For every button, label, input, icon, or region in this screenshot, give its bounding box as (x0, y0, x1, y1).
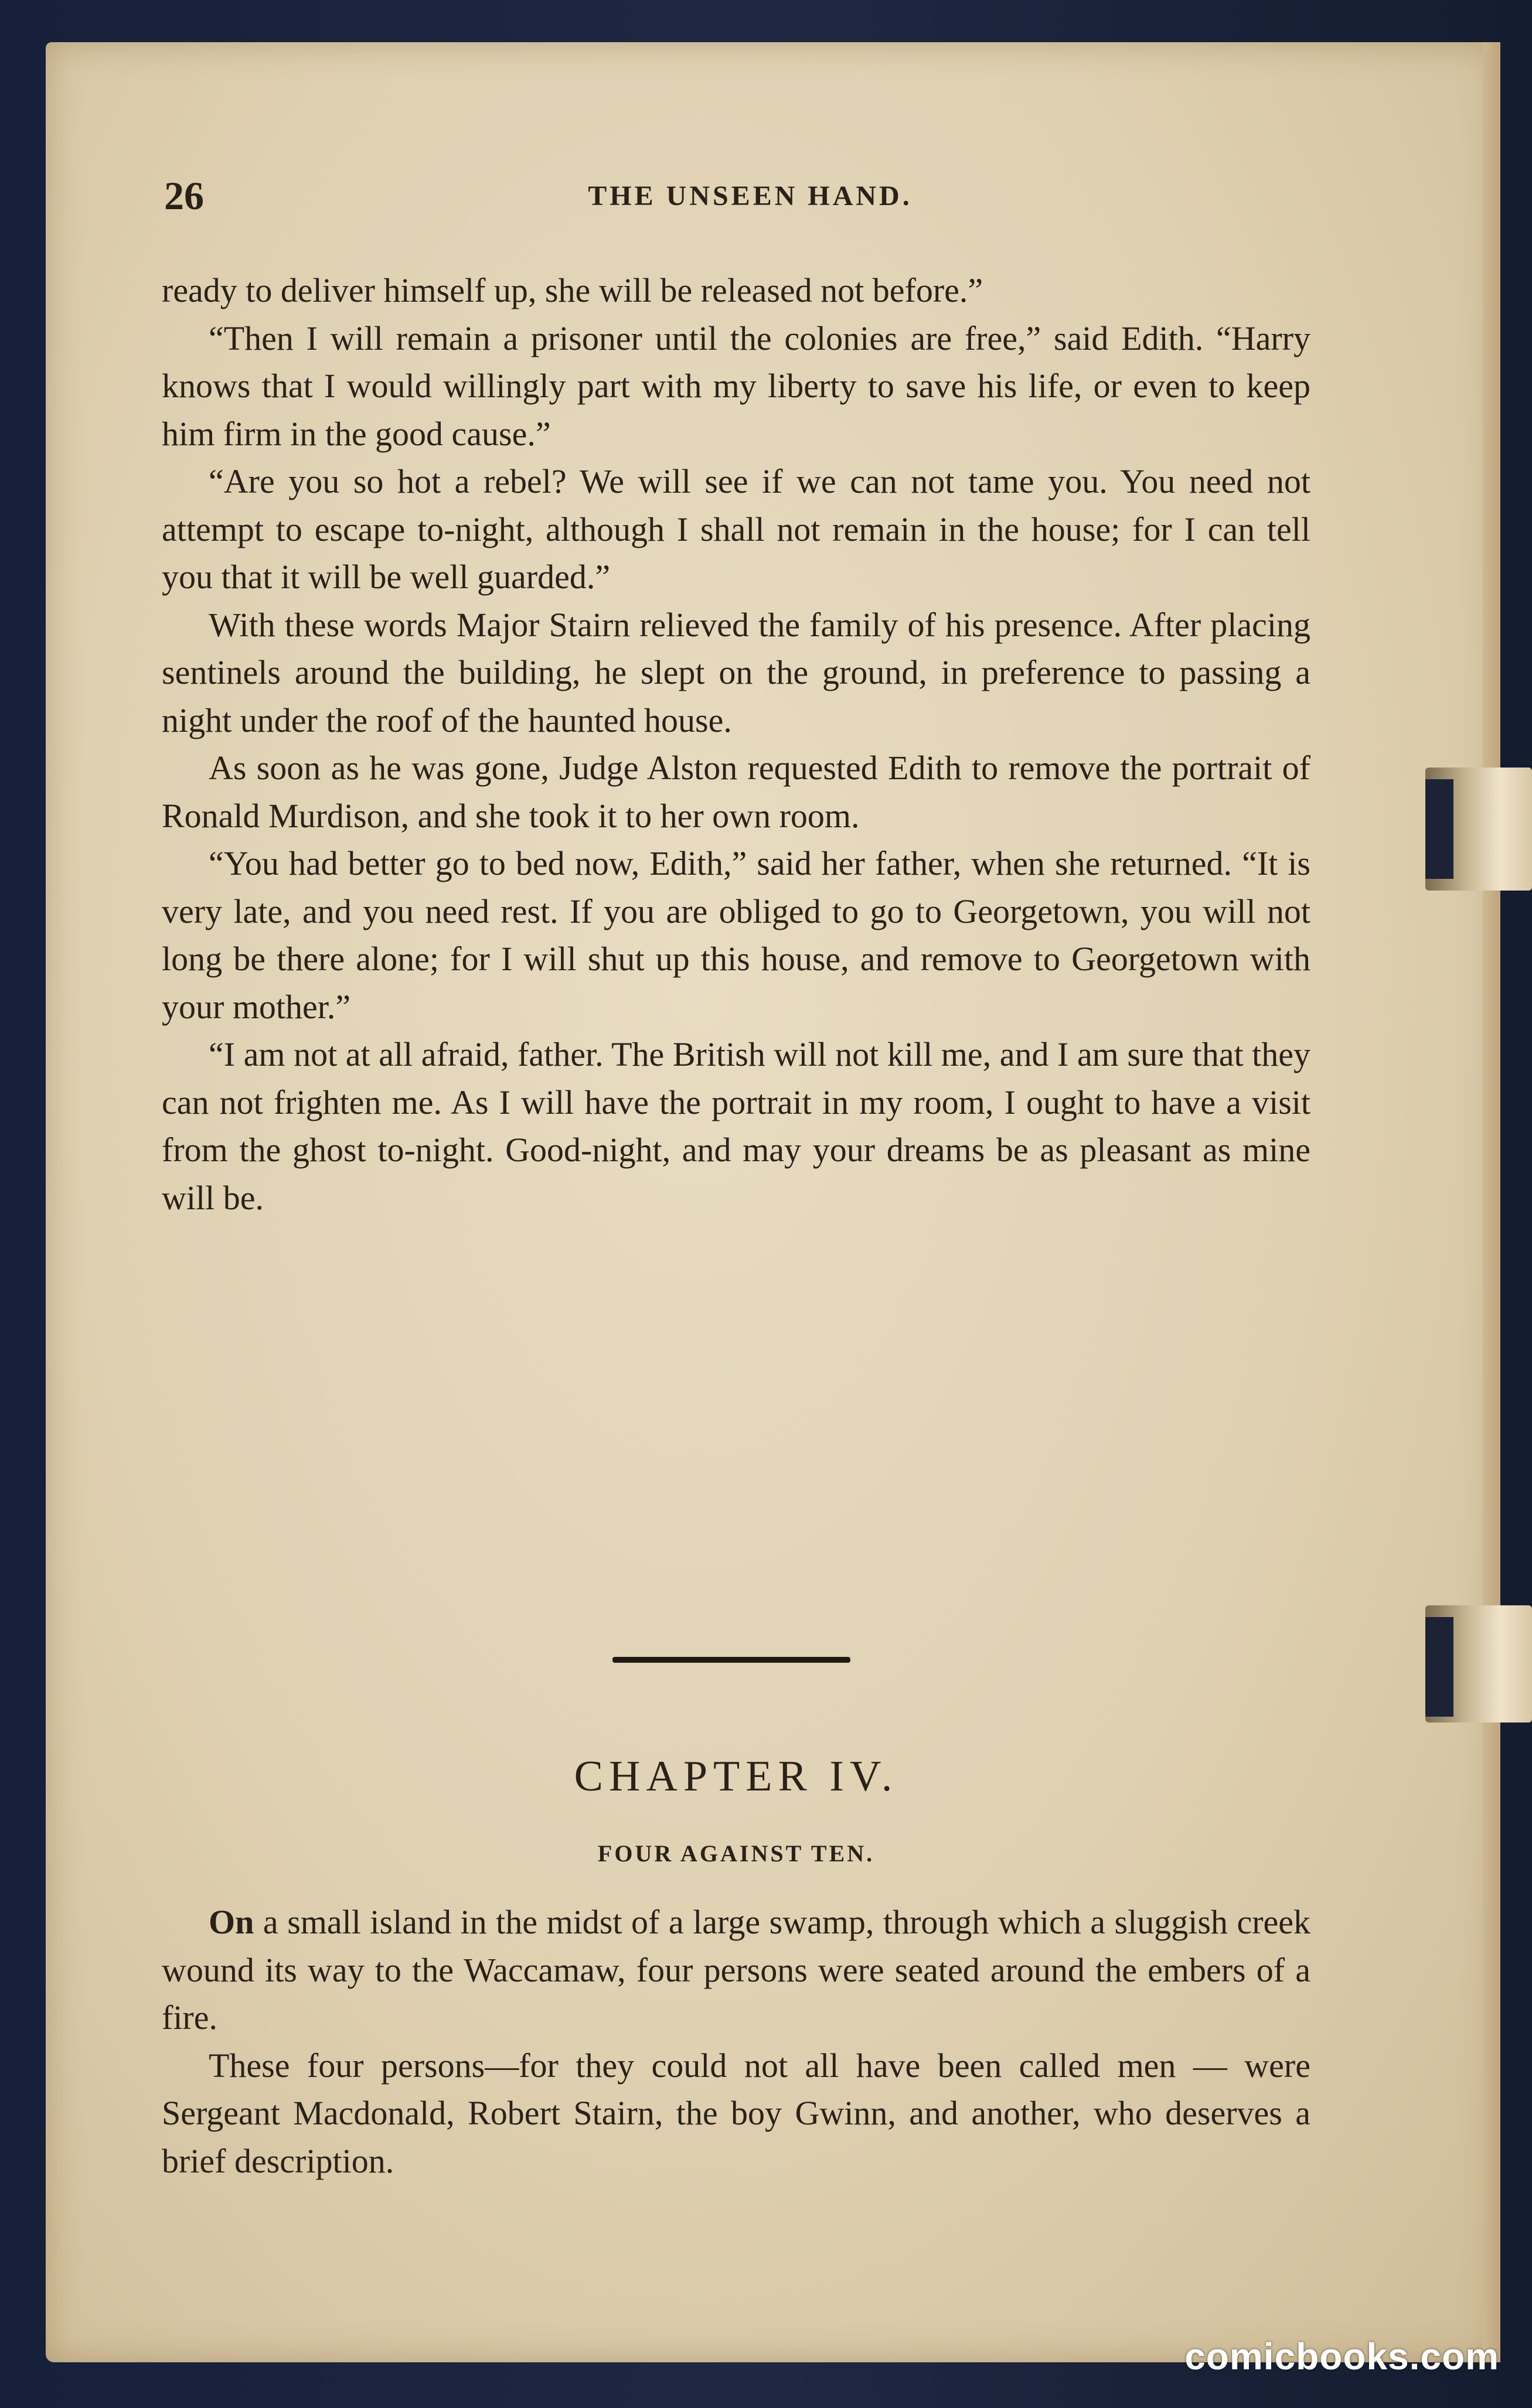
paragraph: “I am not at all afraid, father. The British will not kill me, and I am sure that they can not frighten me. As I will have the portrait in my room, I ought to have a visit from the ghost to-night. Good-night, and may your dreams be as pleasant as mine will be. (162, 1035, 1310, 1217)
opening-word: On (209, 1903, 254, 1941)
page-header (164, 173, 1336, 237)
paragraph: “Then I will remain a prisoner until the colonies are free,” said Edith. “Harry knows that I would willingly part with my liberty to save his life, or even to keep him firm in the good cause.” (162, 319, 1310, 453)
chapter-title: CHAPTER IV. (574, 1752, 898, 1800)
site-watermark: comicbooks.com (1184, 2335, 1499, 2378)
chapter-subtitle: FOUR AGAINST TEN. (597, 1840, 875, 1867)
paragraph-rest: a small island in the midst of a large swamp, through which a sluggish creek wound its way to the Waccamaw, four persons were seated around the embers of a fire. (162, 1903, 1310, 2037)
running-head: THE UNSEEN HAND. (588, 180, 913, 212)
paragraph: “You had better go to bed now, Edith,” said her father, when she returned. “It is very late, and you need rest. If you are obliged to go to Georgetown, you will not long be there alone; for I will shut up this house, and remove to Georgetown with your mother.” (162, 844, 1310, 1026)
chapter-text (162, 1898, 1310, 2185)
paragraph: With these words Major Stairn relieved the family of his presence. After placing sentinels around the building, he slept on the ground, in preference to passing a night under the roof of the haunted house. (162, 605, 1310, 739)
paragraph: As soon as he was gone, Judge Alston requested Edith to remove the portrait of Ronald Murdison, and she took it to her own room. (162, 749, 1310, 835)
body-text (162, 267, 1310, 1222)
paragraph: These four persons—for they could not all have been called men — were Sergeant Macdonald, Robert Stairn, the boy Gwinn, and another, who deserves a brief description. (162, 2046, 1310, 2180)
paragraph (162, 1898, 1310, 2042)
section-divider (612, 1657, 850, 1663)
paragraph: ready to deliver himself up, she will be released not before.” (162, 271, 983, 309)
paragraph: “Are you so hot a rebel? We will see if we can not tame you. You need not attempt to escape to-night, although I shall not remain in the house; for I can tell you that it will be well guarded.” (162, 462, 1310, 596)
page-number: 26 (164, 173, 204, 218)
